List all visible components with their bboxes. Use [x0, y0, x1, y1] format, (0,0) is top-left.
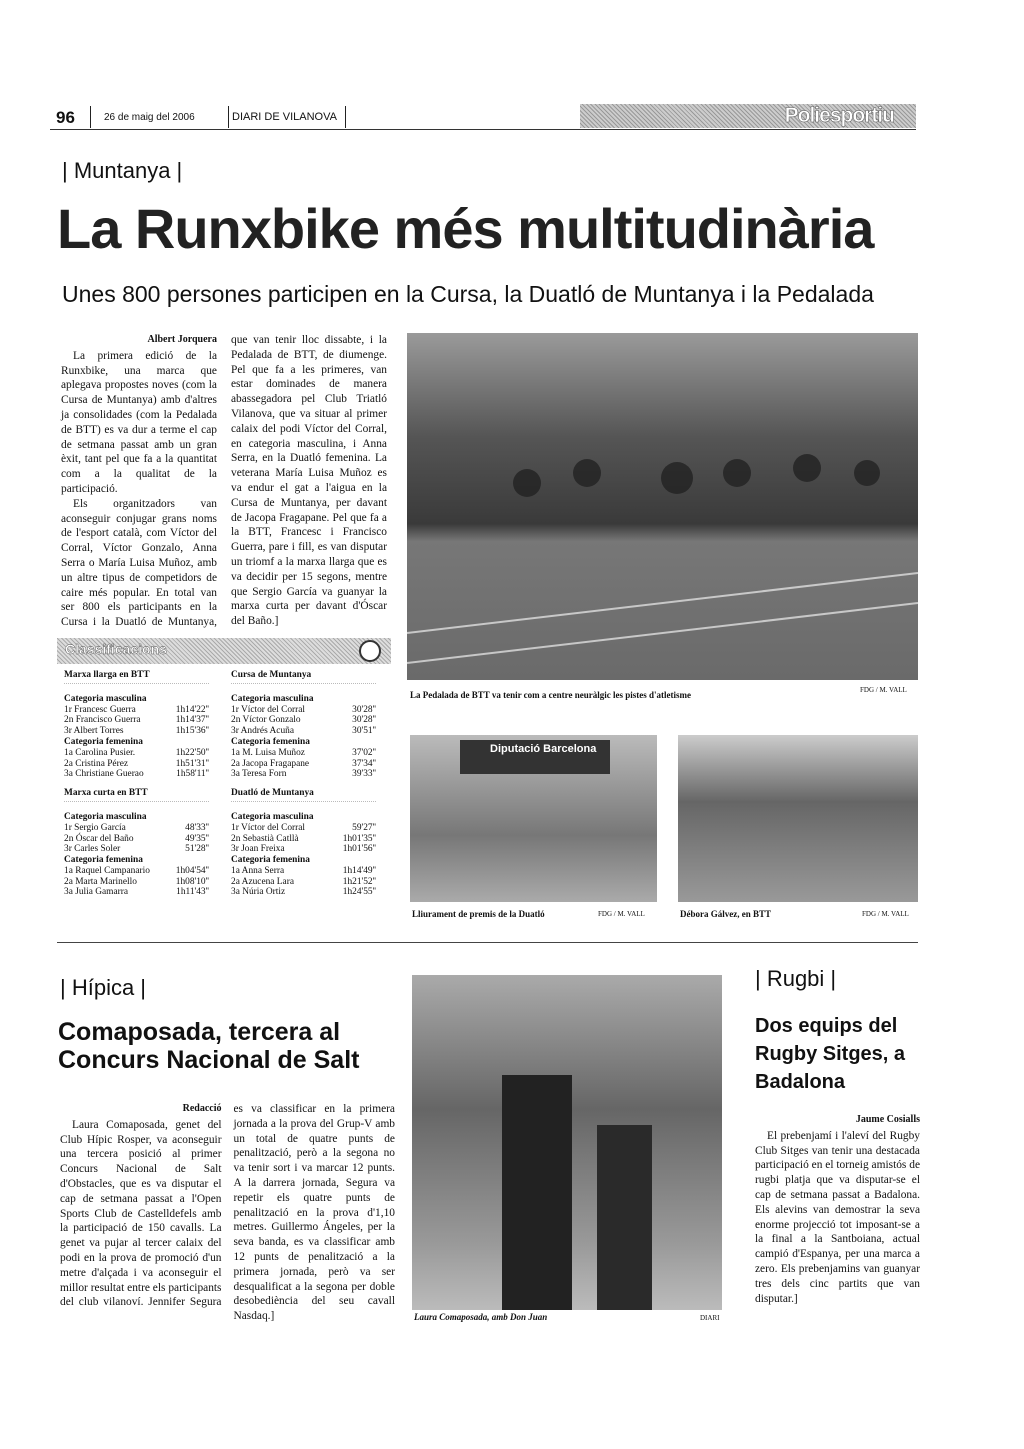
table-row — [64, 748, 209, 759]
divider — [752, 942, 918, 943]
paragraph: La primera edició de la Runxbike, una marca que aplegava propostes noves (com la Cursa de Muntanya) amb d'altres ja consolidades (com la Pedalada de BTT) es va dur a terme el cap de setmana passat amb un gran èxit, tant pel que fa a la quantitat com a la qualitat de la participació. — [61, 349, 217, 495]
time: 1h08'10'' — [175, 876, 209, 887]
cyclist-photo — [678, 735, 918, 902]
time: 48'33'' — [185, 822, 209, 833]
athlete: 1a Anna Serra — [231, 865, 285, 876]
results-table — [64, 670, 209, 780]
time: 1h14'37'' — [175, 715, 209, 726]
ball-icon — [359, 640, 381, 662]
time: 1h21'52'' — [342, 876, 376, 887]
time: 1h14'49'' — [342, 865, 376, 876]
athlete: 1a Raquel Campanario — [64, 865, 150, 876]
paragraph: Els organitzadors van aconseguir conjugar grans noms de l'esport català, com Víctor del Corral, Víctor Gonzalo, Anna Serra o María Luisa Muñoz, amb un altre tipus de competidors de caire més popular. En total van ser 800 els participants en la Cursa i la Duatló de Muntanya, que van tenir lloc dissabte, i la Pedalada de BTT, de diumenge. Pel que fa a les primeres, van estar dominades de manera abassegadora pel Club Triatló Vilanova, que va situar al primer calaix del podi Víctor del Corral, en categoria masculina, i Anna Serra, en la Duatló femenina. La veterana María Luisa Muñoz es va endur el gat a l'aigua en la Cursa de Muntanya, per davant de Jacopa Fragapane. Pel que fa a la BTT, Francesc i Francisco Guerra, pare i fill, es van disputar un triomf a la marxa llarga que es va decidir per 15 segons, mentre que Sergio García va guanyar la marxa curta per davant d'Óscar del Baño.] — [61, 334, 387, 629]
byline: Redacció — [182, 1103, 222, 1114]
time: 1h22'50'' — [175, 747, 209, 758]
time: 1h01'56'' — [342, 844, 376, 855]
athlete: 3a Christiane Guerao — [64, 769, 144, 780]
category-label: Categoria masculina — [231, 693, 314, 704]
athlete: 2n Óscar del Baño — [64, 833, 134, 844]
table-row — [64, 887, 209, 898]
table-row — [231, 844, 376, 855]
time: 1h14'22'' — [175, 704, 209, 715]
table-row — [231, 759, 376, 770]
time: 37'02'' — [352, 747, 376, 758]
results-table — [231, 788, 376, 898]
time: 1h15'36'' — [175, 726, 209, 737]
podium-photo — [410, 735, 657, 902]
results-table — [231, 670, 376, 780]
horse — [502, 1075, 572, 1310]
photo-caption: Lliurament de premis de la Duatló — [412, 909, 545, 919]
time: 1h04'54'' — [175, 865, 209, 876]
hipica-article — [60, 1102, 395, 1324]
section-title: Poliesportiu — [580, 104, 916, 128]
table-row — [231, 726, 376, 737]
subheadline: Unes 800 persones participen en la Cursa, la Duatló de Muntanya i la Pedalada — [62, 281, 874, 307]
table-row — [64, 726, 209, 737]
athlete: 1a Carolina Pusier. — [64, 747, 136, 758]
paragraph: Laura Comaposada, genet del Club Hípic Rosper, va aconseguir una tercera posició al primer Concurs Nacional de Salt d'Obstacles, que es va disputar el cap de setmana passat a l'Open Sports Club de Castelldefels amb la participació de 150 cavalls. La genet va pujar al tercer calaix del podi en la prova de promoció d'un metre d'alçada i va aconseguir el millor resultat entre els participants del club vilanoví. Jennifer Segura es va classificar en la primera jornada a la prova del Grup-V amb un total de quatre punts de penalització, però a la segona no va tenir sort i va marcar 12 punts. A la darrera jornada, Segura va repetir els quatre punts de penalització en la prova d'1,10 metres. Guillermo Ángeles, per la seva banda, es va classificar amb 12 punts de penalització a la primera jornada, però va ser desqualificat a la segona per doble desobediència del seu cavall Nasdaq.] — [60, 1103, 395, 1323]
table-row — [231, 866, 376, 877]
headline: La Runxbike més multitudinària — [57, 197, 874, 260]
athlete: 3r Carles Soler — [64, 844, 121, 855]
cycling-race-photo — [407, 333, 918, 680]
table-row — [64, 705, 209, 716]
table-row — [64, 834, 209, 845]
photo-caption: Débora Gálvez, en BTT — [680, 909, 771, 919]
banner: Diputació Barcelona — [460, 740, 610, 774]
athlete: 1r Víctor del Corral — [231, 704, 306, 715]
category-label: Categoria masculina — [64, 811, 147, 822]
divider — [90, 106, 91, 128]
athlete: 2n Sebastià Catllà — [231, 833, 299, 844]
table-title: Marxa llarga en BTT — [64, 670, 209, 684]
table-row — [64, 866, 209, 877]
table-row — [231, 887, 376, 898]
photo-credit: FDG / M. VALL — [862, 910, 909, 918]
table-row — [231, 823, 376, 834]
athlete: 2n Francisco Guerra — [64, 715, 141, 726]
article-columns — [57, 333, 391, 630]
page-number: 96 — [56, 108, 75, 127]
table-row — [231, 748, 376, 759]
bikes-illustration — [407, 333, 918, 680]
category-label: Categoria masculina — [231, 811, 314, 822]
table-row — [64, 877, 209, 888]
paragraph: El prebenjamí i l'aleví del Rugby Club Sitges van tenir una destacada participació en el torneig amistós de rugbi platja que va disputar-se el cap de setmana passat a Badalona. Els alevins van demostrar la seva enorme projecció tot imposant-se a la final a la Santboiana, actual campió d'Espanya, per una marca a zero. Els prebenjamins van guanyar tres dels cinc partits que van disputar.] — [755, 1129, 920, 1305]
athlete: 1r Víctor del Corral — [231, 822, 306, 833]
headline: Comaposada, tercera al Concurs Nacional de Salt — [58, 1018, 360, 1074]
horse-rider-photo — [412, 975, 722, 1310]
category-label: Categoria femenina — [64, 855, 143, 866]
time: 59'27'' — [352, 822, 376, 833]
table-title: Cursa de Muntanya — [231, 670, 376, 684]
athlete: 3a Teresa Forn — [231, 769, 287, 780]
time: 30'51'' — [352, 726, 376, 737]
time: 30'28'' — [352, 715, 376, 726]
time: 1h11'43'' — [176, 887, 209, 898]
table-row — [231, 705, 376, 716]
table-row — [64, 759, 209, 770]
main-article-block — [57, 333, 391, 898]
byline: Albert Jorquera — [147, 334, 217, 345]
time: 1h01'35'' — [342, 833, 376, 844]
publication-name: DIARI DE VILANOVA — [232, 111, 337, 123]
time: 39'33'' — [352, 769, 376, 780]
time: 30'28'' — [352, 704, 376, 715]
person — [597, 1125, 652, 1310]
athlete: 3a Núria Ortiz — [231, 887, 286, 898]
time: 37'34'' — [352, 758, 376, 769]
headline: Dos equips del Rugby Sitges, a Badalona — [755, 1015, 906, 1093]
table-row — [231, 877, 376, 888]
athlete: 1a M. Luisa Muñoz — [231, 747, 305, 758]
page-header — [50, 104, 916, 130]
table-row — [64, 823, 209, 834]
photo-caption: La Pedalada de BTT va tenir com a centre neuràlgic les pistes d'atletisme — [410, 690, 691, 700]
athlete: 3r Joan Freixa — [231, 844, 285, 855]
category-label: Categoria femenina — [231, 855, 310, 866]
photo-credit: FDG / M. VALL — [598, 910, 645, 918]
divider — [228, 106, 229, 128]
table-row — [64, 844, 209, 855]
athlete: 3a Julia Gamarra — [64, 887, 129, 898]
category-label: Categoria masculina — [64, 693, 147, 704]
time: 1h51'31'' — [175, 758, 209, 769]
table-title: Duatló de Muntanya — [231, 788, 376, 802]
athlete: 2a Azucena Lara — [231, 876, 294, 887]
athlete: 3r Andrés Acuña — [231, 726, 295, 737]
table-title: Marxa curta en BTT — [64, 788, 209, 802]
section-kicker: | Muntanya | — [62, 158, 183, 183]
rugbi-article — [755, 1113, 920, 1306]
photo-credit: DIARI — [700, 1314, 720, 1322]
table-row — [231, 769, 376, 780]
athlete: 2a Cristina Pérez — [64, 758, 129, 769]
section-kicker: | Hípica | — [60, 975, 147, 1000]
table-row — [64, 715, 209, 726]
classifications-title: Classificacions — [65, 640, 167, 657]
section-kicker: | Rugbi | — [755, 966, 837, 991]
athlete: 3r Albert Torres — [64, 726, 124, 737]
time: 51'28'' — [185, 844, 209, 855]
results-table — [64, 788, 209, 898]
table-row — [64, 769, 209, 780]
category-label: Categoria femenina — [64, 736, 143, 747]
classifications-tables — [64, 670, 389, 898]
athlete: 1r Francesc Guerra — [64, 704, 136, 715]
classifications-bar — [57, 638, 391, 664]
table-row — [231, 715, 376, 726]
athlete: 2n Víctor Gonzalo — [231, 715, 301, 726]
divider — [345, 106, 346, 128]
time: 1h24'55'' — [342, 887, 376, 898]
table-row — [231, 834, 376, 845]
athlete: 1r Sergio García — [64, 822, 126, 833]
athlete: 2a Marta Marinello — [64, 876, 137, 887]
time: 1h58'11'' — [176, 769, 209, 780]
byline: Jaume Cosialls — [855, 1114, 920, 1125]
photo-caption: Laura Comaposada, amb Don Juan — [414, 1312, 548, 1322]
photo-credit: FDG / M. VALL — [860, 686, 907, 694]
category-label: Categoria femenina — [231, 736, 310, 747]
athlete: 2a Jacopa Fragapane — [231, 758, 310, 769]
issue-date: 26 de maig del 2006 — [104, 112, 195, 123]
time: 49'35'' — [185, 833, 209, 844]
